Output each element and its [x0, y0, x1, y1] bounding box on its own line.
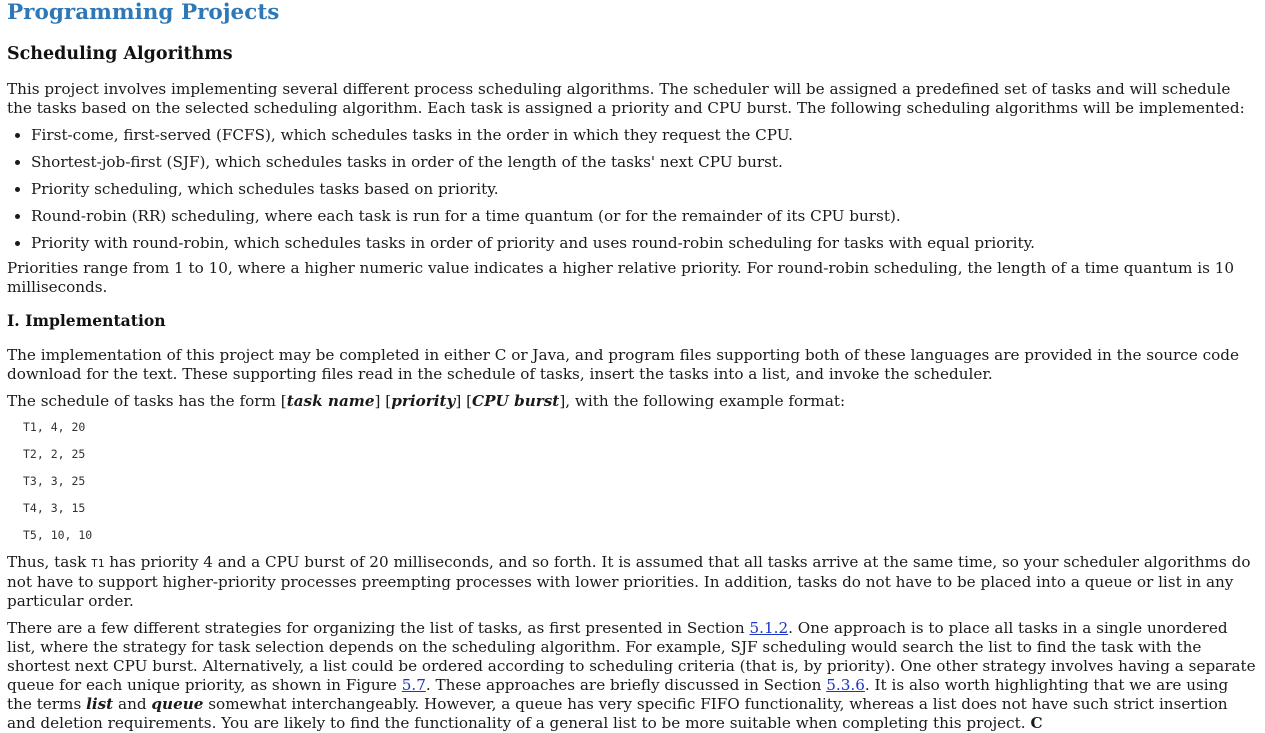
list-item: First-come, first-served (FCFS), which schedules tasks in the order in which they request the CPU.: [7, 126, 1257, 145]
term-priority: priority: [391, 392, 456, 410]
trailing-bold-text: C: [1030, 714, 1043, 732]
example-explanation-paragraph: [7, 553, 1257, 611]
figure-link-5-7[interactable]: 5.7: [401, 676, 426, 694]
term-list: list: [86, 695, 114, 713]
inline-code: T1: [91, 557, 105, 570]
priority-range-paragraph: Priorities range from 1 to 10, where a higher numeric value indicates a higher relative priority. For round-robin scheduling, the length of a time quantum is 10 milliseconds.: [7, 259, 1235, 296]
code-line: T4, 3, 15: [23, 501, 86, 515]
text-span: . It is also worth highlighting that we are using the terms: [7, 676, 1229, 713]
text-span: The schedule of tasks has the form [: [7, 392, 287, 410]
section-link-5-3-6[interactable]: 5.3.6: [826, 676, 865, 694]
text-span: ], with the following example format:: [559, 392, 846, 410]
text-span: . One approach is to place all tasks in a single unordered list, where the strategy for task selection depends on the scheduling algorithm. For example, SJF scheduling would search the list to find the task with the shortest next CPU burst. Alternatively, a list could be ordered according to scheduling criteria (that is, by priority). One other strategy involves having a separate queue for each unique priority, as shown in Figure: [7, 619, 1256, 694]
term-cpu-burst: CPU burst: [472, 392, 560, 410]
intro-paragraph: This project involves implementing several different process scheduling algorithms. The scheduler will be assigned a predefined set of tasks and will schedule the tasks based on the selected scheduling algorithm. Each task is assigned a priority and CPU burst. The following scheduling algorithms will be implemented:: [7, 80, 1245, 117]
text-span: ] [: [455, 392, 473, 410]
implementation-paragraph: The implementation of this project may be completed in either C or Java, and program files supporting both of these languages are provided in the source code download for the text. These supporting files read in the schedule of tasks, insert the tasks into a list, and invoke the scheduler.: [7, 346, 1239, 383]
list-item: Priority scheduling, which schedules tasks based on priority.: [7, 180, 1257, 199]
text-span: has priority 4 and a CPU burst of 20 milliseconds, and so forth. It is assumed that all tasks arrive at the same time, so your scheduler algorithms do not have to support higher-priority processes preempting processes with lower priorities. In addition, tasks do not have to be placed into a queue or list in any particular order.: [7, 553, 1251, 610]
text-span: ] [: [374, 392, 392, 410]
code-line: T3, 3, 25: [23, 474, 86, 488]
section-title: Scheduling Algorithms: [7, 44, 233, 64]
text-span: and: [113, 695, 152, 713]
list-item: Round-robin (RR) scheduling, where each task is run for a time quantum (or for the remainder of its CPU burst).: [7, 207, 1257, 226]
text-span: somewhat interchangeably. However, a queue has very specific FIFO functionality, whereas a list does not have such strict insertion and deletion requirements. You are likely to find the functionality of a general list to be more suitable when completing this project.: [7, 695, 1228, 732]
task-schedule-code: [23, 420, 1257, 542]
task-format-paragraph: [7, 392, 1257, 411]
section-link-5-1-2[interactable]: 5.1.2: [749, 619, 789, 637]
term-task-name: task name: [286, 392, 375, 410]
code-line: T1, 4, 20: [23, 420, 86, 434]
implementation-heading: I. Implementation: [7, 311, 166, 330]
text-span: Thus, task: [7, 553, 92, 571]
code-line: T2, 2, 25: [23, 447, 86, 461]
code-line: T5, 10, 10: [23, 528, 93, 542]
strategies-paragraph: [7, 619, 1257, 733]
list-item: Priority with round-robin, which schedules tasks in order of priority and uses round-robin scheduling for tasks with equal priority.: [7, 234, 1257, 253]
algorithm-list: [7, 126, 1257, 253]
document-page: [7, 0, 1257, 733]
text-span: There are a few different strategies for organizing the list of tasks, as first presented in Section: [7, 619, 750, 637]
term-queue: queue: [151, 695, 204, 713]
text-span: . These approaches are briefly discussed in Section: [425, 676, 827, 694]
list-item: Shortest-job-first (SJF), which schedules tasks in order of the length of the tasks' next CPU burst.: [7, 153, 1257, 172]
page-heading: Programming Projects: [7, 0, 280, 25]
